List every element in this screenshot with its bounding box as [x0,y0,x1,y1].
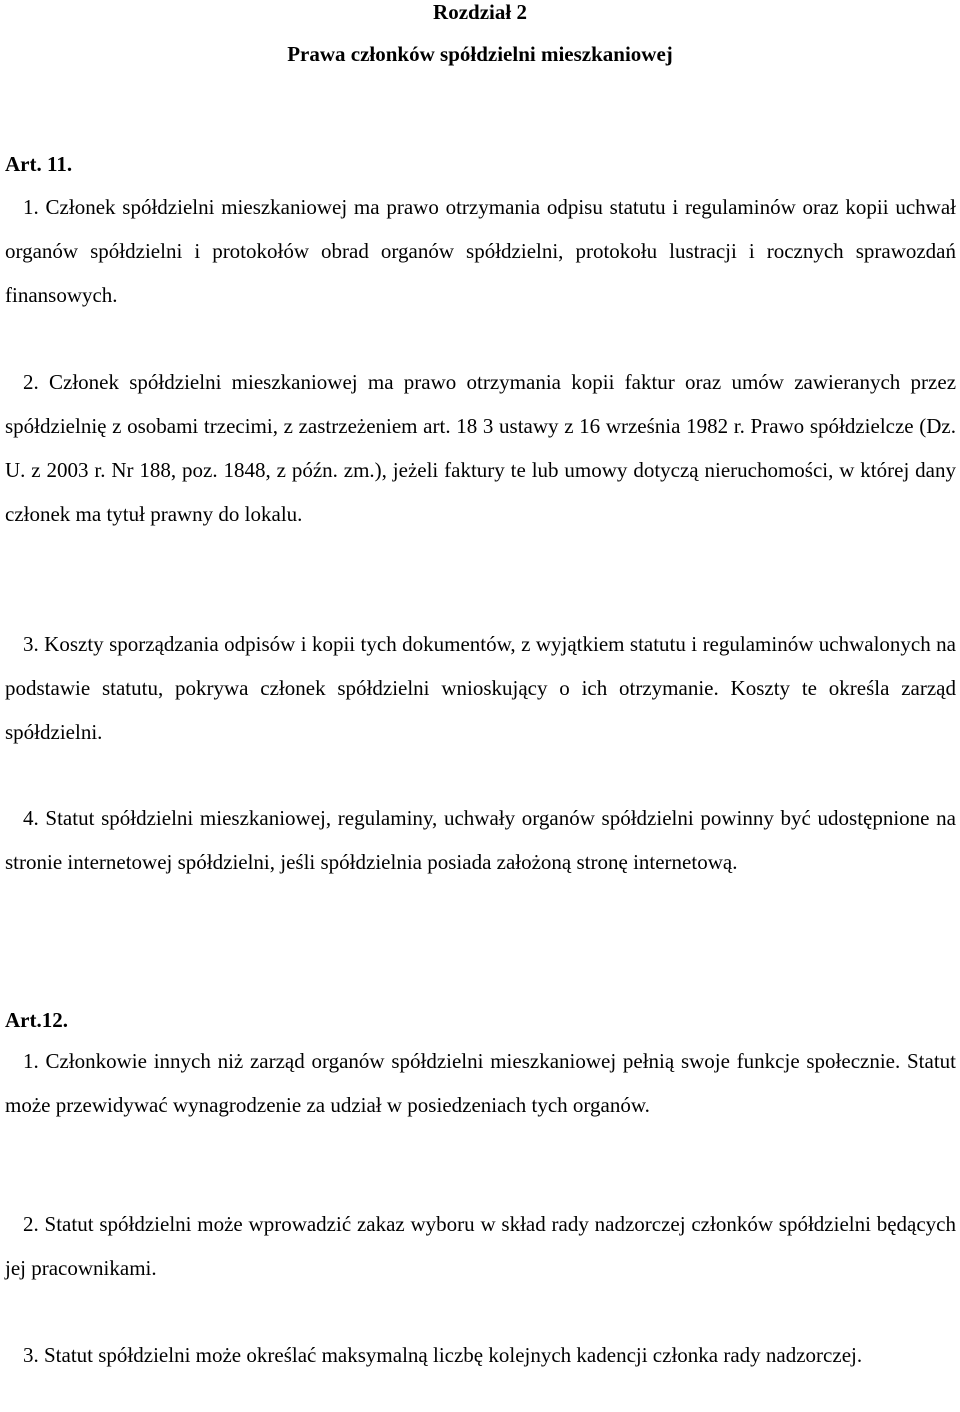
paragraph-number: 4. [23,806,39,830]
paragraph-text: Członek spółdzielni mieszkaniowej ma prawo otrzymania kopii faktur oraz umów zawieranych przez spółdzielnię z osobami trzecimi, z zastrzeżeniem art. 18 3 ustawy z 16 września 1982 r. Prawo spółdzielcze (Dz. U. z 2003 r. Nr 188, poz. 1848, z późn. zm.), jeżeli faktury te lub umowy dotyczą nieruchomości, w której dany członek ma tytuł prawny do lokalu. [5,370,957,526]
article-12-paragraph-3 [5,1333,956,1377]
paragraph-text: Członek spółdzielni mieszkaniowej ma prawo otrzymania odpisu statutu i regulaminów oraz kopii uchwał organów spółdzielni i protokołów obrad organów spółdzielni, protokołu lustracji i rocznych sprawozdań finansowych. [5,195,957,307]
article-11-paragraph-2 [5,360,956,536]
paragraph-text: Statut spółdzielni mieszkaniowej, regulaminy, uchwały organów spółdzielni powinny być udostępnione na stronie internetowej spółdzielni, jeśli spółdzielnia posiada założoną stronę internetową. [5,806,956,874]
paragraph-number: 2. [23,1212,39,1236]
chapter-title: Rozdział 2 [433,0,527,24]
chapter-subtitle: Prawa członków spółdzielni mieszkaniowej [287,42,673,66]
paragraph-text: Statut spółdzielni może określać maksymalną liczbę kolejnych kadencji członka rady nadzorczej. [44,1343,863,1367]
paragraph-number: 1. [23,1049,39,1073]
paragraph-text: Członkowie innych niż zarząd organów spółdzielni mieszkaniowej pełnią swoje funkcje społecznie. Statut może przewidywać wynagrodzenie za udział w posiedzeniach tych organów. [5,1049,956,1117]
paragraph-text: Koszty sporządzania odpisów i kopii tych dokumentów, z wyjątkiem statutu i regulaminów uchwalonych na podstawie statutu, pokrywa członek spółdzielni wnioskujący o ich otrzymanie. Koszty te określa zarząd spółdzielni. [5,632,956,744]
paragraph-number: 3. [23,1343,39,1367]
article-11-paragraph-1 [5,185,956,317]
article-12-paragraph-2 [5,1202,956,1290]
article-11-title: Art. 11. [5,152,73,176]
paragraph-number: 3. [23,632,39,656]
paragraph-number: 2. [23,370,39,394]
article-11-paragraph-4 [5,796,956,884]
article-12-paragraph-1 [5,1039,956,1127]
paragraph-text: Statut spółdzielni może wprowadzić zakaz wyboru w skład rady nadzorczej członków spółdzielni będących jej pracownikami. [5,1212,957,1280]
paragraph-number: 1. [23,195,39,219]
article-12-title: Art.12. [5,1008,68,1032]
article-11-paragraph-3 [5,622,956,754]
